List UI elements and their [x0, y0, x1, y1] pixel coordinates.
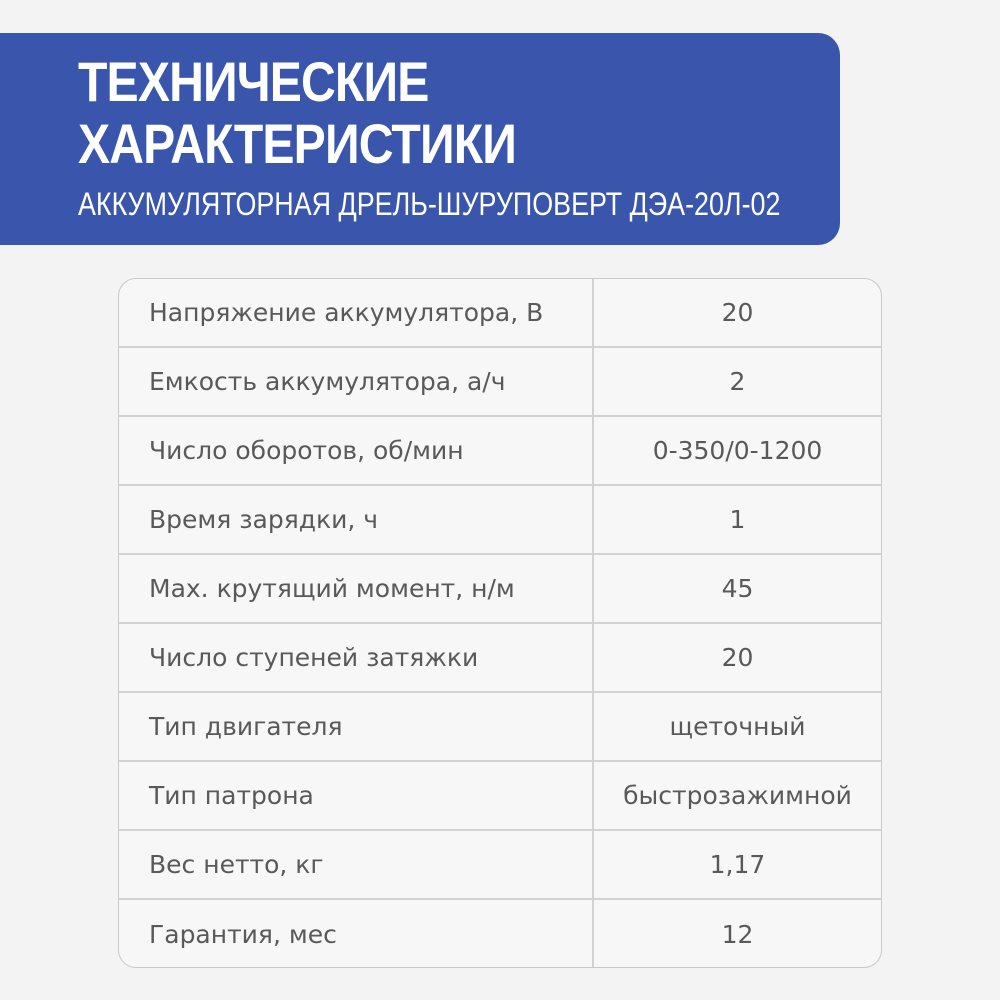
spec-value: 20 [721, 643, 754, 672]
spec-value: 45 [721, 574, 754, 603]
spec-value: быстрозажимной [623, 781, 852, 810]
spec-value: 0-350/0-1200 [652, 436, 823, 465]
spec-label: Max. крутящий момент, н/м [119, 555, 594, 622]
product-subtitle: АККУМУЛЯТОРНАЯ ДРЕЛЬ-ШУРУПОВЕРТ ДЭА-20Л-02 [78, 186, 781, 222]
spec-row-warranty [119, 900, 881, 968]
spec-row-torque-steps [119, 624, 881, 693]
spec-value: 1 [729, 505, 746, 534]
spec-row-net-weight [119, 831, 881, 900]
spec-row-max-torque [119, 555, 881, 624]
spec-row-charge-time [119, 486, 881, 555]
spec-value: щеточный [669, 712, 806, 741]
spec-value: 1,17 [709, 850, 766, 879]
spec-label: Емкость аккумулятора, а/ч [119, 348, 594, 415]
header-banner [0, 33, 840, 245]
spec-label: Гарантия, мес [119, 900, 594, 968]
spec-row-battery-capacity [119, 348, 881, 417]
spec-label: Число оборотов, об/мин [119, 417, 594, 484]
spec-row-battery-voltage [119, 279, 881, 348]
page-title [78, 51, 516, 175]
spec-label: Число ступеней затяжки [119, 624, 594, 691]
page-title-line-2: ХАРАКТЕРИСТИКИ [78, 112, 517, 175]
spec-label: Время зарядки, ч [119, 486, 594, 553]
spec-label: Тип патрона [119, 762, 594, 829]
page-title-line-1: ТЕХНИЧЕСКИЕ [78, 50, 429, 113]
spec-value: 20 [721, 298, 754, 327]
spec-label: Вес нетто, кг [119, 831, 594, 898]
spec-value: 12 [721, 919, 754, 949]
specs-table [118, 278, 882, 968]
spec-label: Напряжение аккумулятора, В [119, 279, 594, 346]
spec-row-motor-type [119, 693, 881, 762]
spec-row-rpm [119, 417, 881, 486]
spec-label: Тип двигателя [119, 693, 594, 760]
spec-value: 2 [729, 367, 746, 396]
spec-row-chuck-type [119, 762, 881, 831]
